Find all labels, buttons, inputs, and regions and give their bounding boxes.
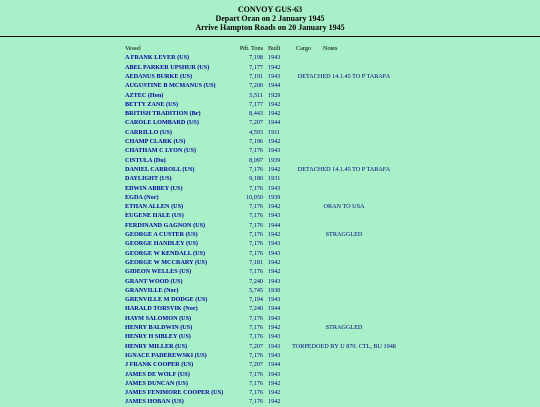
built-cell: 1939 bbox=[268, 193, 281, 201]
table-row bbox=[0, 91, 540, 100]
built-cell: 1942 bbox=[268, 389, 281, 397]
table-row bbox=[0, 239, 540, 248]
vessel-cell: JAMES DUNCAN (US) bbox=[125, 379, 188, 387]
table-row bbox=[0, 100, 540, 109]
built-cell: 1911 bbox=[268, 128, 281, 136]
tons-cell: 7,176 bbox=[249, 147, 263, 155]
built-cell: 1944 bbox=[268, 221, 281, 229]
table-row bbox=[0, 202, 540, 211]
tons-cell: 7,176 bbox=[249, 165, 263, 173]
column-header-built: Built bbox=[268, 45, 281, 52]
table-row bbox=[0, 230, 540, 239]
table-row bbox=[0, 397, 540, 406]
built-cell: 1943 bbox=[268, 314, 281, 322]
vessel-cell: HAYM SALOMON (US) bbox=[125, 314, 192, 322]
tons-cell: 7,176 bbox=[249, 203, 263, 211]
tons-cell: 7,176 bbox=[249, 221, 263, 229]
tons-cell: 7,177 bbox=[249, 63, 263, 71]
tons-cell: 8,097 bbox=[249, 156, 263, 164]
table-row bbox=[0, 137, 540, 146]
table-row bbox=[0, 165, 540, 174]
table-header-row bbox=[0, 44, 540, 53]
arrive-line: Arrive Hampton Roads on 20 January 1945 bbox=[195, 23, 345, 32]
built-cell: 1944 bbox=[268, 305, 281, 313]
vessel-cell: HENRY MILLER (US) bbox=[125, 342, 188, 350]
column-header-vessel: Vessel bbox=[125, 45, 141, 52]
tons-cell: 7,176 bbox=[249, 231, 263, 238]
table-row bbox=[0, 128, 540, 137]
vessel-cell: GEORGE HANDLEY (US) bbox=[125, 240, 198, 248]
table-row bbox=[0, 267, 540, 276]
built-cell: 1943 bbox=[268, 54, 281, 62]
vessel-cell: CAROLE LOMBARD (US) bbox=[125, 119, 199, 127]
table-row bbox=[0, 211, 540, 220]
notes-cell: DETACHED 14.1.45 TO P TARAFA bbox=[297, 72, 391, 80]
table-row bbox=[0, 109, 540, 118]
tons-cell: 7,176 bbox=[249, 379, 263, 387]
built-cell: 1944 bbox=[268, 361, 281, 369]
built-cell: 1943 bbox=[268, 147, 281, 155]
tons-cell: 7,240 bbox=[249, 305, 263, 313]
vessel-cell: GIDEON WELLES (US) bbox=[125, 268, 192, 276]
built-cell: 1942 bbox=[268, 324, 281, 331]
table-row bbox=[0, 304, 540, 313]
tons-cell: 7,176 bbox=[249, 184, 263, 192]
notes-cell: ORAN TO USA bbox=[323, 203, 365, 211]
table-row bbox=[0, 332, 540, 341]
built-cell: 1942 bbox=[268, 379, 281, 387]
convoy-title: CONVOY GUS-63 bbox=[237, 5, 303, 14]
vessel-cell: JAMES HOBAN (US) bbox=[125, 398, 184, 406]
built-cell: 1943 bbox=[268, 72, 281, 80]
vessel-cell: CARRILLO (US) bbox=[125, 128, 172, 136]
tons-cell: 7,176 bbox=[249, 314, 263, 322]
tons-cell: 7,181 bbox=[249, 258, 263, 266]
tons-cell: 7,176 bbox=[249, 268, 263, 276]
built-cell: 1929 bbox=[268, 91, 281, 99]
table-row bbox=[0, 314, 540, 323]
tons-cell: 7,176 bbox=[249, 398, 263, 406]
vessel-cell: BETTY ZANE (US) bbox=[125, 100, 179, 108]
vessel-cell: A FRANK LEVER (US) bbox=[125, 54, 190, 62]
vessel-cell: DANIEL CARROLL (US) bbox=[125, 165, 195, 173]
built-cell: 1943 bbox=[268, 296, 281, 304]
vessel-cell: EGDA (Nor) bbox=[125, 193, 159, 201]
table-row bbox=[0, 379, 540, 388]
table-row bbox=[0, 184, 540, 193]
tons-cell: 7,176 bbox=[249, 212, 263, 220]
column-header-notes: Notes bbox=[323, 45, 338, 52]
column-header-tons: Pdt. Tons bbox=[239, 45, 263, 52]
table-row bbox=[0, 118, 540, 127]
tons-cell: 7,176 bbox=[249, 249, 263, 257]
vessel-cell: FERDINAND GAGNON (US) bbox=[125, 221, 206, 229]
table-row bbox=[0, 193, 540, 202]
vessel-cell: CHATHAM C LYON (US) bbox=[125, 147, 196, 155]
vessel-cell: AEDANUS BURKE (US) bbox=[125, 72, 193, 80]
built-cell: 1943 bbox=[268, 212, 281, 220]
vessel-cell: HARALD TORSVIK (Nor) bbox=[125, 305, 198, 313]
tons-cell: 7,191 bbox=[249, 72, 263, 80]
tons-cell: 7,177 bbox=[249, 100, 263, 108]
built-cell: 1930 bbox=[268, 286, 281, 294]
tons-cell: 7,207 bbox=[249, 342, 263, 350]
table-row bbox=[0, 53, 540, 62]
tons-cell: 7,176 bbox=[249, 240, 263, 248]
table-row bbox=[0, 63, 540, 72]
vessel-cell: GEORGE W MCCRARY (US) bbox=[125, 258, 207, 266]
vessel-cell: GRANVILLE (Nor) bbox=[125, 286, 179, 294]
vessel-cell: EUGENE HALE (US) bbox=[125, 212, 184, 220]
tons-cell: 7,196 bbox=[249, 138, 263, 145]
built-cell: 1944 bbox=[268, 119, 281, 127]
tons-cell: 7,207 bbox=[249, 361, 263, 369]
vessel-cell: JAMES FENIMORE COOPER (US) bbox=[125, 389, 224, 397]
header-divider bbox=[0, 36, 540, 37]
vessel-cell: BRITISH TRADITION (Br) bbox=[125, 110, 201, 118]
vessel-cell: ABEL PARKER UPSHUR (US) bbox=[125, 63, 210, 71]
built-cell: 1942 bbox=[268, 165, 281, 173]
built-cell: 1943 bbox=[268, 240, 281, 248]
table-row bbox=[0, 286, 540, 295]
tons-cell: 7,240 bbox=[249, 277, 263, 285]
depart-line: Depart Oran on 2 January 1945 bbox=[215, 14, 325, 23]
table-row bbox=[0, 174, 540, 183]
table-row bbox=[0, 258, 540, 267]
tons-cell: 9,180 bbox=[249, 175, 263, 183]
vessel-cell: GEORGE W KENDALL (US) bbox=[125, 249, 206, 257]
built-cell: 1942 bbox=[268, 110, 281, 118]
built-cell: 1931 bbox=[268, 175, 281, 183]
tons-cell: 8,443 bbox=[249, 110, 263, 118]
table-row bbox=[0, 249, 540, 258]
table-row bbox=[0, 342, 540, 351]
tons-cell: 7,207 bbox=[249, 119, 263, 127]
tons-cell: 4,593 bbox=[249, 128, 263, 136]
built-cell: 1944 bbox=[268, 82, 281, 90]
vessel-cell: ETHAN ALLEN (US) bbox=[125, 203, 184, 211]
tons-cell: 7,176 bbox=[249, 324, 263, 331]
built-cell: 1942 bbox=[268, 63, 281, 71]
built-cell: 1942 bbox=[268, 268, 281, 276]
tons-cell: 7,176 bbox=[249, 370, 263, 378]
tons-cell: 10,050 bbox=[245, 193, 263, 201]
tons-cell: 7,200 bbox=[249, 82, 263, 90]
vessel-cell: GEORGE A CUSTER (US) bbox=[125, 231, 198, 238]
convoy-header bbox=[0, 0, 540, 32]
tons-cell: 7,176 bbox=[249, 389, 263, 397]
tons-cell: 5,745 bbox=[249, 286, 263, 294]
table-row bbox=[0, 360, 540, 369]
built-cell: 1942 bbox=[268, 231, 281, 238]
table-row bbox=[0, 146, 540, 155]
table-row bbox=[0, 277, 540, 286]
vessel-cell: EDWIN ABBEY (US) bbox=[125, 184, 183, 192]
table-row bbox=[0, 72, 540, 81]
table-row bbox=[0, 81, 540, 90]
notes-cell: STRAGGLED bbox=[325, 231, 363, 238]
vessel-cell: AZTEC (Hon) bbox=[125, 91, 164, 99]
table-row bbox=[0, 295, 540, 304]
vessel-cell: CHAMP CLARK (US) bbox=[125, 138, 186, 145]
built-cell: 1943 bbox=[268, 184, 281, 192]
built-cell: 1943 bbox=[268, 351, 281, 359]
vessel-cell: HENRY H SIBLEY (US) bbox=[125, 333, 191, 341]
built-cell: 1942 bbox=[268, 258, 281, 266]
vessel-cell: HENRY BALDWIN (US) bbox=[125, 324, 193, 331]
built-cell: 1943 bbox=[268, 370, 281, 378]
vessel-cell: CISTULA (Du) bbox=[125, 156, 166, 164]
built-cell: 1942 bbox=[268, 398, 281, 406]
vessel-cell: GRANT WOOD (US) bbox=[125, 277, 183, 285]
vessel-cell: DAYLIGHT (US) bbox=[125, 175, 172, 183]
notes-cell: STRAGGLED bbox=[325, 324, 363, 331]
built-cell: 1943 bbox=[268, 277, 281, 285]
tons-cell: 7,198 bbox=[249, 54, 263, 62]
notes-cell: DETACHED 14.1.45 TO P TARAFA bbox=[297, 165, 391, 173]
tons-cell: 7,176 bbox=[249, 333, 263, 341]
tons-cell: 5,511 bbox=[249, 91, 263, 99]
notes-cell: TORPEDOED BY U 870. CTL, BU 1948 bbox=[292, 342, 396, 350]
built-cell: 1939 bbox=[268, 156, 281, 164]
vessel-cell: GRENVILLE M DODGE (US) bbox=[125, 296, 208, 304]
column-header-cargo: Cargo bbox=[296, 45, 312, 52]
tons-cell: 7,194 bbox=[249, 296, 263, 304]
table-row bbox=[0, 156, 540, 165]
table-row bbox=[0, 370, 540, 379]
table-row bbox=[0, 388, 540, 397]
vessel-cell: JAMES DE WOLF (US) bbox=[125, 370, 190, 378]
tons-cell: 7,176 bbox=[249, 351, 263, 359]
table-row bbox=[0, 221, 540, 230]
vessel-cell: IGNACE PADEREWSKI (US) bbox=[125, 351, 207, 359]
built-cell: 1942 bbox=[268, 203, 281, 211]
built-cell: 1943 bbox=[268, 249, 281, 257]
built-cell: 1943 bbox=[268, 342, 281, 350]
vessel-cell: J FRANK COOPER (US) bbox=[125, 361, 194, 369]
built-cell: 1942 bbox=[268, 138, 281, 145]
table-row bbox=[0, 351, 540, 360]
vessel-cell: AUGUSTINE B MCMANUS (US) bbox=[125, 82, 216, 90]
table-row bbox=[0, 323, 540, 332]
built-cell: 1942 bbox=[268, 100, 281, 108]
built-cell: 1943 bbox=[268, 333, 281, 341]
